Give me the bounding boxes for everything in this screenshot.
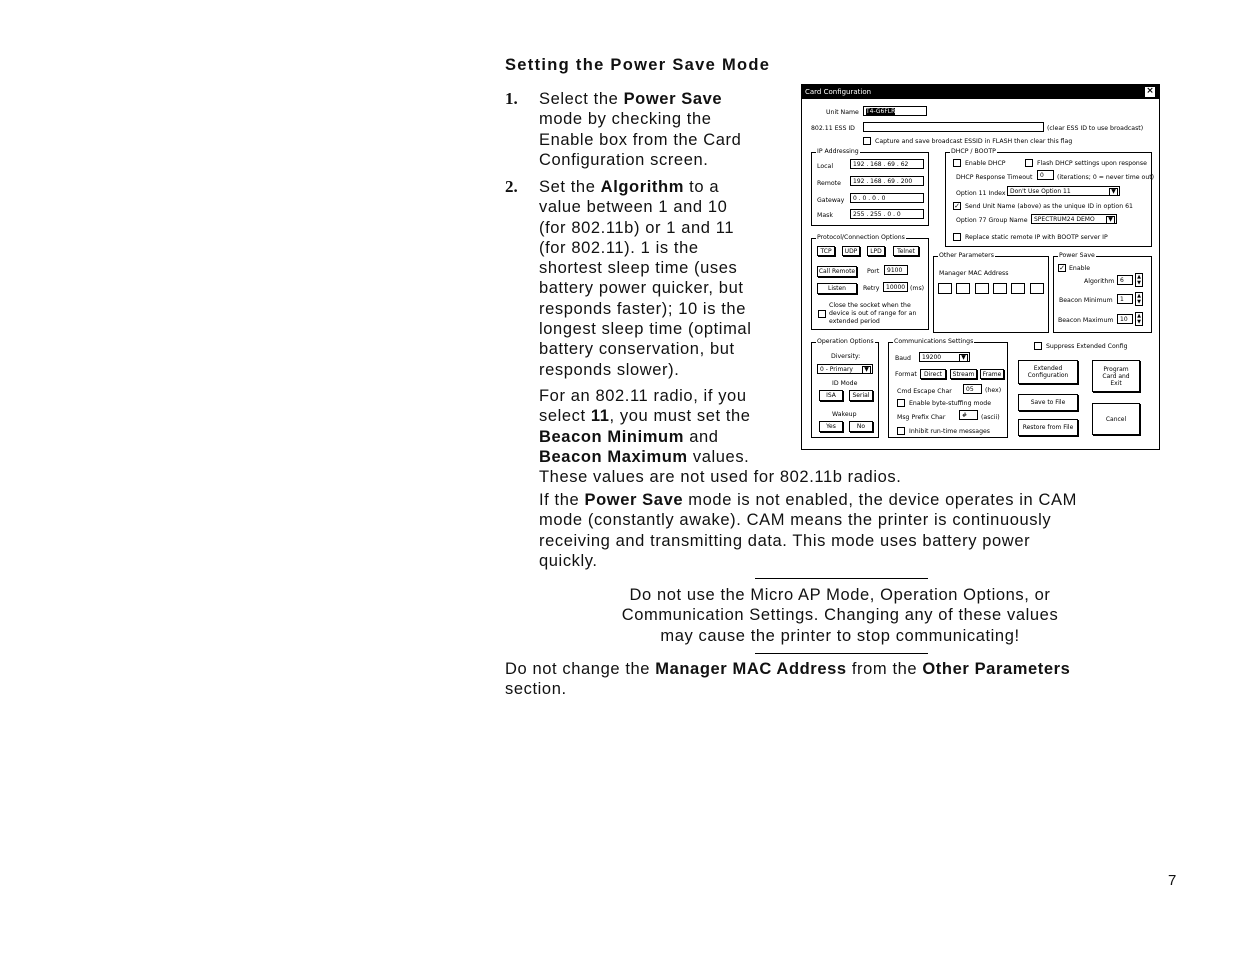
mac-octet-1[interactable] bbox=[938, 283, 952, 294]
option-77-label: Option 77 Group Name bbox=[956, 217, 1028, 224]
mask-label: Mask bbox=[817, 212, 833, 219]
diversity-label: Diversity: bbox=[831, 353, 861, 360]
escape-char-input[interactable]: 05 bbox=[963, 384, 982, 394]
udp-button[interactable]: UDP bbox=[842, 246, 860, 256]
local-label: Local bbox=[817, 163, 834, 170]
communications-settings-title: Communications Settings bbox=[894, 338, 974, 345]
id-mode-label: ID Mode bbox=[832, 380, 858, 387]
byte-stuffing-checkbox[interactable] bbox=[897, 399, 905, 407]
step-2-number: 2. bbox=[505, 177, 518, 196]
chevron-down-icon: ▼ bbox=[1106, 216, 1115, 224]
chevron-down-icon: ▼ bbox=[862, 366, 871, 374]
manager-mac-label: Manager MAC Address bbox=[939, 270, 1009, 277]
listen-button[interactable]: Listen bbox=[817, 283, 857, 294]
caution-rule-bottom bbox=[755, 653, 928, 654]
beacon-max-label: Beacon Maximum bbox=[1058, 317, 1114, 324]
chevron-down-icon: ▼ bbox=[1109, 188, 1118, 196]
algorithm-label: Algorithm bbox=[1084, 278, 1115, 285]
program-card-button[interactable]: Program Card and Exit bbox=[1092, 360, 1140, 392]
ess-id-label: 802.11 ESS ID bbox=[811, 125, 855, 132]
other-parameters-group bbox=[933, 252, 1049, 333]
baud-label: Baud bbox=[895, 355, 911, 362]
ess-id-input[interactable] bbox=[863, 122, 1044, 132]
dhcp-timeout-hint: (iterations; 0 = never time out) bbox=[1057, 174, 1155, 181]
dhcp-bootp-title: DHCP / BOOTP bbox=[951, 148, 996, 155]
power-save-enable-label: Enable bbox=[1069, 265, 1091, 272]
chevron-down-icon: ▼ bbox=[959, 354, 968, 362]
prefix-char-label: Msg Prefix Char bbox=[897, 414, 946, 421]
beacon-max-spinner-icon[interactable]: ▲ ▼ bbox=[1135, 312, 1143, 326]
communications-settings-group bbox=[888, 338, 1008, 438]
step-1-number: 1. bbox=[505, 89, 518, 108]
mac-warning-paragraph: Do not change the Manager MAC Address from the Other Parameters section. bbox=[505, 660, 1071, 699]
operation-options-group bbox=[811, 338, 879, 438]
replace-static-label: Replace static remote IP with BOOTP server IP bbox=[965, 234, 1108, 241]
prefix-char-input[interactable]: # bbox=[959, 410, 978, 420]
unit-name-label: Unit Name bbox=[826, 109, 859, 116]
option-77-select[interactable]: SPECTRUM24 DEMO ▼ bbox=[1031, 214, 1117, 224]
isa-button[interactable]: ISA bbox=[819, 390, 843, 401]
suppress-extended-checkbox[interactable] bbox=[1034, 342, 1042, 350]
flash-dhcp-checkbox[interactable] bbox=[1025, 159, 1033, 167]
baud-select[interactable]: 19200 ▼ bbox=[919, 352, 970, 362]
step-1-text: Select the Power Save mode by checking the Enable box from the Card Configuration screen. bbox=[539, 90, 742, 169]
mac-octet-4[interactable] bbox=[993, 283, 1007, 294]
gateway-input[interactable]: 0 . 0 . 0 . 0 bbox=[850, 193, 924, 203]
enable-dhcp-label: Enable DHCP bbox=[965, 160, 1006, 167]
protocol-options-group bbox=[811, 234, 929, 330]
mac-octet-3[interactable] bbox=[975, 283, 989, 294]
section-heading: Setting the Power Save Mode bbox=[505, 56, 771, 74]
remote-ip-input[interactable]: 192 . 168 . 69 . 200 bbox=[850, 176, 924, 186]
beacon-min-input[interactable]: 1 bbox=[1117, 294, 1133, 304]
beacon-min-spinner-icon[interactable]: ▲ ▼ bbox=[1135, 292, 1143, 306]
unit-name-input[interactable]: T4-G6FLR bbox=[863, 106, 927, 116]
option-11-select[interactable]: Don't Use Option 11 ▼ bbox=[1007, 186, 1120, 196]
retry-unit: (ms) bbox=[910, 285, 925, 292]
page-number: 7 bbox=[1168, 872, 1177, 889]
algorithm-spinner-icon[interactable]: ▲ ▼ bbox=[1135, 273, 1143, 287]
protocol-options-title: Protocol/Connection Options bbox=[817, 234, 905, 241]
beacon-min-label: Beacon Minimum bbox=[1059, 297, 1113, 304]
dialog-title-bar bbox=[802, 85, 1159, 99]
close-socket-label: Close the socket when the device is out of range for an extended period bbox=[829, 302, 917, 325]
radio-note: For an 802.11 radio, if you select 11, you must set the Beacon Minimum and Beacon Maximum values. These values are not used for 802.11b radios. bbox=[539, 387, 902, 487]
capture-essid-label: Capture and save broadcast ESSID in FLASH then clear this flag bbox=[875, 138, 1073, 145]
capture-essid-checkbox[interactable] bbox=[863, 137, 871, 145]
ip-addressing-title: IP Addressing bbox=[817, 148, 859, 155]
ess-id-hint: (clear ESS ID to use broadcast) bbox=[1047, 125, 1144, 132]
dhcp-timeout-input[interactable]: 0 bbox=[1037, 170, 1054, 180]
tcp-button[interactable]: TCP bbox=[817, 246, 835, 256]
send-unit-name-checkbox[interactable]: ✓ bbox=[954, 202, 960, 210]
caution-note: Do not use the Micro AP Mode, Operation Options, or Communication Settings. Changing any of these values may cause the printer to stop communicating! bbox=[621, 586, 1059, 645]
mac-octet-2[interactable] bbox=[956, 283, 970, 294]
mask-input[interactable]: 255 . 255 . 0 . 0 bbox=[850, 209, 924, 219]
prefix-char-unit: (ascii) bbox=[981, 414, 1000, 421]
cancel-button[interactable]: Cancel bbox=[1092, 403, 1140, 435]
format-direct-button[interactable]: Direct bbox=[920, 369, 946, 379]
lpd-button[interactable]: LPD bbox=[867, 246, 885, 256]
serial-button[interactable]: Serial bbox=[849, 390, 873, 401]
mac-octet-6[interactable] bbox=[1030, 283, 1044, 294]
telnet-button[interactable]: Telnet bbox=[893, 246, 919, 256]
format-stream-button[interactable]: Stream bbox=[950, 369, 977, 379]
suppress-extended-label: Suppress Extended Config bbox=[1046, 343, 1128, 350]
replace-static-checkbox[interactable] bbox=[953, 233, 961, 241]
dhcp-bootp-group bbox=[945, 148, 1155, 247]
wakeup-no-button[interactable]: No bbox=[849, 421, 873, 432]
send-unit-name-label: Send Unit Name (above) as the unique ID in option 61 bbox=[965, 203, 1133, 210]
call-remote-button[interactable]: Call Remote bbox=[818, 268, 856, 275]
power-save-enable-checkbox[interactable]: ✓ bbox=[1059, 264, 1065, 272]
retry-label: Retry bbox=[863, 285, 880, 292]
cam-paragraph: If the Power Save mode is not enabled, the device operates in CAM mode (constantly awake). CAM means the printer is continuously receiving and transmitting data. This mode uses battery power quickly. bbox=[539, 491, 1077, 570]
format-label: Format bbox=[895, 371, 917, 378]
diversity-select[interactable]: 0 - Primary ▼ bbox=[817, 364, 873, 374]
save-to-file-button[interactable]: Save to File bbox=[1018, 394, 1078, 411]
flash-dhcp-label: Flash DHCP settings upon response bbox=[1037, 160, 1147, 167]
ip-addressing-group bbox=[811, 148, 929, 226]
local-ip-input[interactable]: 192 . 168 . 69 . 62 bbox=[850, 159, 924, 169]
byte-stuffing-label: Enable byte-stuffing mode bbox=[909, 400, 992, 407]
other-parameters-title: Other Parameters bbox=[939, 252, 994, 259]
format-frame-button[interactable]: Frame bbox=[980, 369, 1004, 379]
remote-label: Remote bbox=[817, 180, 841, 187]
wakeup-label: Wakeup bbox=[832, 411, 857, 418]
escape-char-unit: (hex) bbox=[985, 387, 1002, 394]
step-2-text: Set the Algorithm to a value between 1 and 10 (for 802.11b) or 1 and 11 (for 802.11). 1 is the shortest sleep time (uses battery power quicker, but responds faster); 10 is the longest sleep time (optimal battery conservation, but responds slower). bbox=[539, 178, 752, 379]
port-label: Port bbox=[867, 268, 880, 275]
retry-input[interactable]: 10000 bbox=[883, 282, 908, 292]
inhibit-messages-label: Inhibit run-time messages bbox=[909, 428, 991, 435]
close-socket-checkbox[interactable] bbox=[818, 310, 826, 318]
enable-dhcp-checkbox[interactable] bbox=[953, 159, 961, 167]
gateway-label: Gateway bbox=[817, 197, 845, 204]
dhcp-timeout-label: DHCP Response Timeout bbox=[956, 174, 1033, 181]
option-11-label: Option 11 Index bbox=[956, 190, 1006, 197]
operation-options-title: Operation Options bbox=[817, 338, 874, 345]
algorithm-input[interactable]: 6 bbox=[1117, 275, 1133, 285]
inhibit-messages-checkbox[interactable] bbox=[897, 427, 905, 435]
dialog-title: Card Configuration bbox=[805, 88, 872, 96]
caution-rule-top bbox=[755, 578, 928, 579]
wakeup-yes-button[interactable]: Yes bbox=[819, 421, 843, 432]
port-input[interactable]: 9100 bbox=[884, 265, 908, 275]
power-save-group bbox=[1053, 252, 1152, 333]
restore-from-file-button[interactable]: Restore from File bbox=[1018, 419, 1078, 436]
close-icon[interactable]: × bbox=[1146, 86, 1154, 96]
mac-octet-5[interactable] bbox=[1011, 283, 1025, 294]
extended-configuration-button[interactable]: Extended Configuration bbox=[1018, 360, 1078, 384]
escape-char-label: Cmd Escape Char bbox=[897, 388, 952, 395]
card-configuration-dialog bbox=[801, 84, 1160, 450]
power-save-title: Power Save bbox=[1059, 252, 1095, 259]
beacon-max-input[interactable]: 10 bbox=[1117, 314, 1133, 324]
